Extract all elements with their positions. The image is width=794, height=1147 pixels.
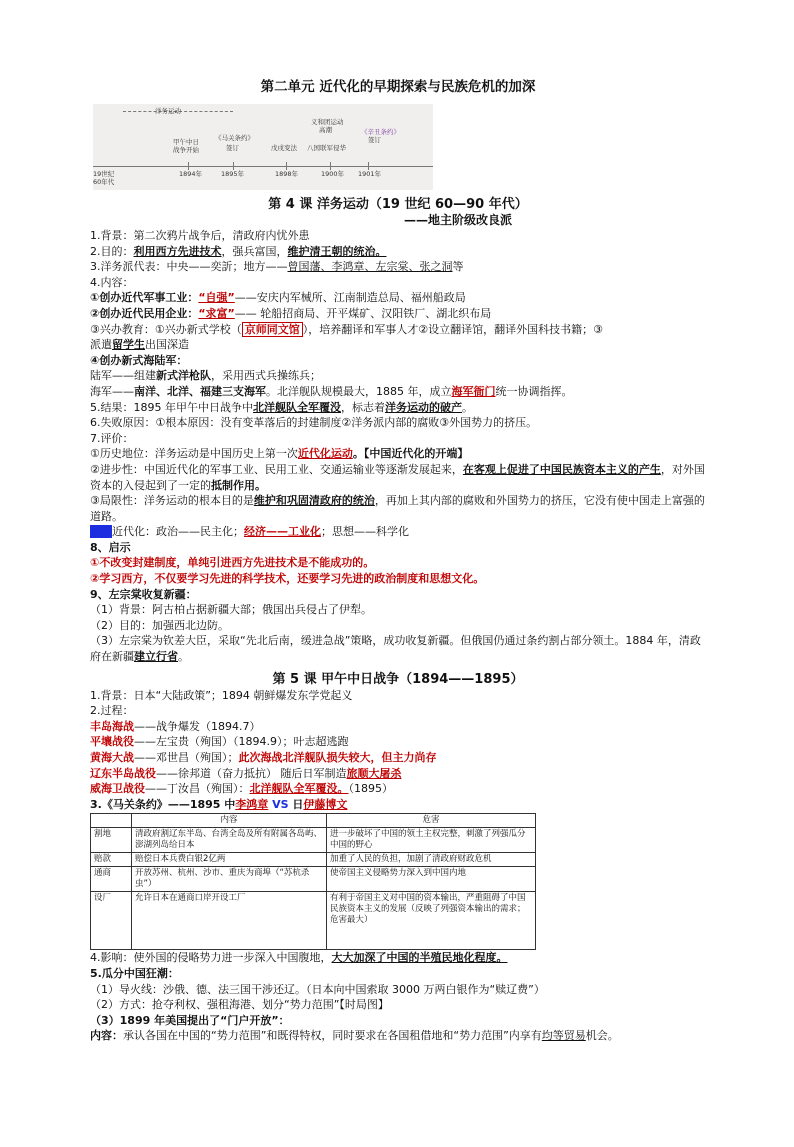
lesson-4-body — [90, 228, 706, 665]
timeline-event-label: 《辛丑条约》 — [361, 128, 400, 136]
text-line: （2）目的：加强西北边防。 — [90, 618, 229, 632]
timeline-year: 1901年 — [358, 170, 382, 178]
table-header-cell: 内容 — [132, 814, 327, 828]
text-line: （2）方式：抢夺利权、强租海港、划分“势力范围”【时局图】 — [90, 998, 389, 1012]
timeline-event-label: 《马关条约》 — [215, 134, 254, 142]
timeline-year: 1895年 — [221, 170, 245, 178]
table-row — [91, 892, 536, 950]
text-line: 9、左宗棠收复新疆： — [90, 587, 197, 601]
text-line: ①不改变封建制度，单纯引进西方先进技术是不能成功的。 — [90, 556, 375, 570]
text-line: 拓展近代化：政治——民主化；经济——工业化；思想——科学化 — [90, 525, 409, 539]
table-row — [91, 853, 536, 867]
text-line: 5.瓜分中国狂潮： — [90, 966, 179, 980]
timeline-axis — [93, 166, 433, 167]
text-line: ②创办近代民用企业：“求富”—— 轮船招商局、开平煤矿、汉阳铁厂、湖北织布局 — [90, 306, 492, 320]
text-line: 3.《马关条约》——1895 中李鸿章 VS 日伊藤博文 — [90, 797, 348, 811]
treaty-table — [90, 813, 536, 950]
timeline-tick — [188, 162, 189, 170]
timeline-tick — [368, 162, 369, 170]
page-title: 第二单元 近代化的早期探索与民族危机的加深 — [260, 79, 536, 95]
text-line: 2.目的：利用西方先进技术，强兵富国，维护清王朝的统治。 — [90, 244, 387, 258]
text-line: 4.内容： — [90, 275, 134, 289]
lesson-4-heading: 第 4 课 洋务运动（19 世纪 60—90 年代） — [268, 197, 528, 212]
timeline-event-label: 甲午中日 — [173, 138, 199, 146]
text-line: 5.结果：1895 年甲午中日战争中北洋舰队全军覆没，标志着洋务运动的破产。 — [90, 400, 473, 414]
document-page — [90, 78, 706, 1044]
text-line: （3）1899 年美国提出了“门户开放”： — [90, 1013, 290, 1027]
timeline-event-label: 高潮 — [319, 126, 332, 134]
table-header-cell — [91, 814, 132, 828]
text-line: （1）背景：阿古柏占据新疆大部；俄国出兵侵占了伊犁。 — [90, 603, 372, 617]
table-cell: 割地 — [91, 828, 132, 853]
table-cell: 允许日本在通商口岸开设工厂 — [132, 892, 327, 950]
timeline-event-label: 义和团运动 — [311, 118, 344, 126]
text-paragraph: ③局限性：洋务运动的根本目的是维护和巩固清政府的统治，再加上其内部的腐败和外国势力的挤压，它没有使中国走上富强的道路。 — [90, 494, 705, 523]
text-line: 黄海大战——邓世昌（殉国）；此次海战北洋舰队损失较大，但主力尚存 — [90, 751, 437, 764]
table-cell: 进一步破坏了中国的领土主权完整，刺激了列强瓜分中国的野心 — [327, 828, 536, 853]
text-line: ①创办近代军事工业：“自强”——安庆内军械所、江南制造总局、福州船政局 — [90, 291, 466, 305]
timeline-year: 1894年 — [179, 170, 203, 178]
table-cell: 设厂 — [91, 892, 132, 950]
table-cell: 加重了人民的负担，加剧了清政府财政危机 — [327, 853, 536, 867]
timeline-event-label: 战争开始 — [173, 146, 199, 154]
lesson-5-body — [90, 688, 706, 1044]
table-cell: 清政府割辽东半岛、台湾全岛及所有附属各岛屿、澎湖列岛给日本 — [132, 828, 327, 853]
text-line: 7.评价： — [90, 431, 134, 445]
text-line: 陆军——组建新式洋枪队，采用西式兵操练兵； — [90, 369, 321, 383]
table-cell: 赔偿日本兵费白银2亿两 — [132, 853, 327, 867]
text-paragraph: （3）左宗棠为钦差大臣，采取“先北后南，缓进急战”策略，成功收复新疆。但俄国仍通过条约割占部分领土。1884 年，清政府在新疆建立行省。 — [90, 634, 701, 664]
text-line: ④创办新式海陆军： — [90, 353, 188, 367]
text-line: 2.过程： — [90, 704, 134, 718]
text-line: ①历史地位：洋务运动是中国历史上第一次近代化运动。【中国近代化的开端】 — [90, 447, 469, 461]
text-line: 1.背景：日本“大陆政策”；1894 朝鲜爆发东学党起义 — [90, 688, 353, 702]
text-line: 辽东半岛战役——徐邦道（奋力抵抗） 随后日军制造旅顺大屠杀 — [90, 766, 402, 780]
text-line: 4.影响：使外国的侵略势力进一步深入中国腹地，大大加深了中国的半殖民地化程度。 — [90, 951, 508, 965]
text-paragraph: ②进步性：中国近代化的军事工业、民用工业、交通运输业等逐渐发展起来，在客观上促进了中国民族资本主义的产生，对外国资本的入侵起到了一定的抵制作用。 — [90, 462, 705, 492]
table-header-row — [91, 814, 536, 828]
text-line: 派遣留学生出国深造 — [90, 338, 189, 352]
text-line: ②学习西方，不仅要学习先进的科学技术，还要学习先进的政治制度和思想文化。 — [90, 572, 485, 586]
timeline-year: 1900年 — [321, 170, 345, 178]
text-line: 丰岛海战——战争爆发（1894.7） — [90, 719, 261, 733]
timeline-bracket-label: 洋务运动 — [155, 107, 181, 115]
text-line: 3.洋务派代表：中央——奕訢；地方——曾国藩、李鸿章、左宗棠、张之洞等 — [90, 260, 464, 274]
text-paragraph: 内容：承认各国在中国的“势力范围”和既得特权，同时要求在各国租借地和“势力范围”内享有均等贸易机会。 — [90, 1029, 619, 1043]
text-line: 海军——南洋、北洋、福建三支海军。北洋舰队规模最大，1885 年，成立海军衙门统一协调指挥。 — [90, 384, 573, 398]
timeline-tick — [286, 162, 287, 170]
timeline-tick — [233, 162, 234, 170]
table-cell: 使帝国主义侵略势力深入到中国内地 — [327, 867, 536, 892]
table-header-cell: 危害 — [327, 814, 536, 828]
table-row — [91, 867, 536, 892]
text-line: 6.失败原因：①根本原因：没有变革落后的封建制度②洋务派内部的腐败③外国势力的挤压。 — [90, 416, 538, 430]
timeline-year: 1898年 — [275, 170, 299, 178]
lesson-5-heading: 第 5 课 甲午中日战争（1894——1895） — [272, 671, 524, 687]
timeline-event-label: 八国联军侵华 — [307, 144, 346, 152]
timeline-tick — [330, 162, 331, 170]
text-line: 1.背景：第二次鸦片战争后，清政府内忧外患 — [90, 229, 310, 242]
timeline-event-label: 签订 — [368, 136, 381, 144]
timeline-event-label: 签订 — [226, 144, 239, 152]
table-cell: 有利于帝国主义对中国的资本输出，严重阻碍了中国民族资本主义的发展（反映了列强资本输出的需求；危害最大） — [327, 892, 536, 950]
highlight-mark: 拓展 — [90, 525, 112, 539]
text-line: 威海卫战役——丁汝昌（殉国）：北洋舰队全军覆没。（1895） — [90, 782, 393, 796]
table-cell: 开放苏州、杭州、沙市、重庆为商埠（“苏杭杀虫”） — [132, 867, 327, 892]
unit-timeline — [93, 104, 433, 190]
text-line: 8、启示 — [90, 540, 131, 554]
table-cell: 赔款 — [91, 853, 132, 867]
lesson-4-subheading: ——地主阶级改良派 — [403, 213, 512, 227]
text-line: ③兴办教育：①兴办新式学校（ 京师同文馆 ），培养翻译和军事人才②设立翻译馆，翻译外国科技书籍；③ — [90, 322, 603, 336]
timeline-start: 19世纪 60年代 — [93, 170, 115, 186]
table-row — [91, 828, 536, 853]
table-cell: 通商 — [91, 867, 132, 892]
text-line: （1）导火线：沙俄、德、法三国干涉还辽。（日本向中国索取 3000 万两白银作为“赎辽费”） — [90, 982, 545, 996]
timeline-event-label: 戊戌变法 — [271, 144, 297, 152]
text-line: 平壤战役——左宝贵（殉国）（1894.9）；叶志超逃跑 — [90, 735, 349, 749]
